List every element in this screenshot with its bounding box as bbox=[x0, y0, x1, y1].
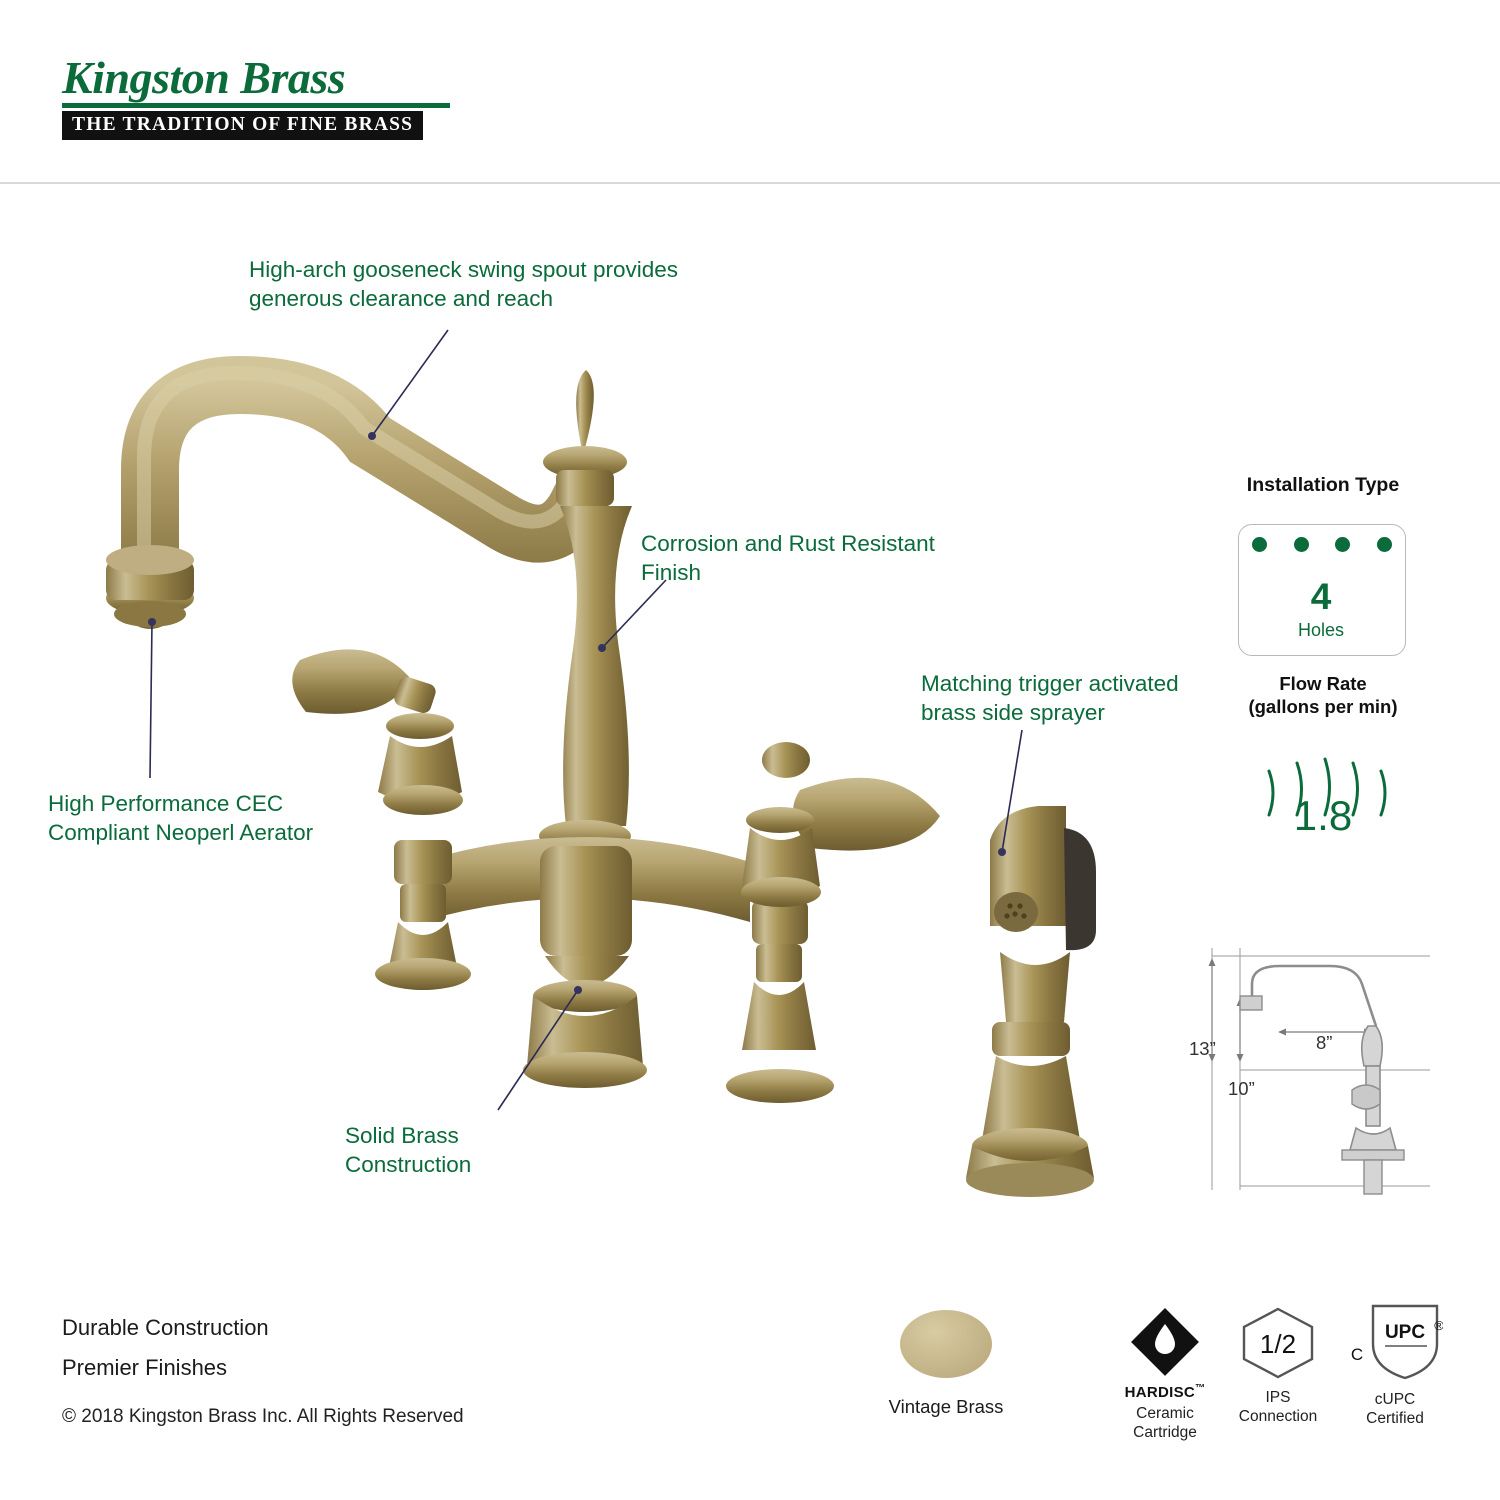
cupc-shield-icon bbox=[1347, 1300, 1443, 1382]
badge-hardisc bbox=[1110, 1306, 1220, 1442]
badge-ips bbox=[1228, 1306, 1328, 1426]
hole-indicator-row bbox=[1252, 535, 1392, 553]
brand-logo bbox=[62, 52, 602, 140]
finish-swatch-label: Vintage Brass bbox=[888, 1396, 1004, 1417]
flow-rate-value: 1.8 bbox=[1293, 792, 1353, 839]
dimension-diagram bbox=[1180, 940, 1450, 1230]
footer-durable-construction: Durable Construction bbox=[62, 1315, 269, 1340]
dimension-reach: 8” bbox=[1316, 1032, 1333, 1053]
dimension-height-spout: 10” bbox=[1228, 1078, 1255, 1099]
badge-cupc bbox=[1340, 1300, 1450, 1428]
brand-tagline: THE TRADITION OF FINE BRASS bbox=[62, 111, 423, 140]
callout-spout: High-arch gooseneck swing spout provides generous clearance and reach bbox=[249, 257, 678, 311]
footer-copyright: © 2018 Kingston Brass Inc. All Rights Reserved bbox=[62, 1406, 464, 1427]
hexagon-icon bbox=[1239, 1306, 1317, 1380]
header-divider bbox=[0, 182, 1500, 184]
flow-rate-title bbox=[1228, 672, 1418, 718]
svg-text:C: C bbox=[1350, 1345, 1364, 1364]
footer-premier-finishes: Premier Finishes bbox=[62, 1355, 228, 1380]
hardisc-wordmark: HARDISC™ bbox=[1124, 1383, 1206, 1401]
brand-name: Kingston Brass bbox=[62, 52, 346, 103]
hole-dot bbox=[1252, 537, 1267, 552]
svg-text:1/2: 1/2 bbox=[1259, 1329, 1297, 1359]
cupc-caption: cUPC Certified bbox=[1366, 1391, 1424, 1427]
hole-dot bbox=[1377, 537, 1392, 552]
svg-text:UPC: UPC bbox=[1384, 1322, 1426, 1343]
ips-caption: IPS Connection bbox=[1238, 1389, 1318, 1425]
logo-divider bbox=[62, 103, 450, 108]
installation-type-title: Installation Type bbox=[1246, 474, 1400, 496]
callout-sprayer: Matching trigger activated brass side sprayer bbox=[921, 671, 1179, 725]
hardisc-caption: Ceramic Cartridge bbox=[1133, 1405, 1197, 1441]
finish-swatch bbox=[900, 1310, 992, 1378]
flow-rate-subheading: (gallons per min) bbox=[1248, 696, 1398, 718]
hole-dot bbox=[1294, 537, 1309, 552]
callout-finish: Corrosion and Rust Resistant Finish bbox=[641, 531, 935, 585]
dimension-height-total: 13” bbox=[1189, 1038, 1216, 1059]
hole-dot bbox=[1335, 537, 1350, 552]
hole-count-label: Holes bbox=[1297, 620, 1345, 640]
flow-rate-heading: Flow Rate bbox=[1279, 673, 1367, 694]
callout-aerator: High Performance CEC Compliant Neoperl Aerator bbox=[48, 791, 314, 845]
svg-text:®: ® bbox=[1434, 1318, 1443, 1333]
callout-brass: Solid Brass Construction bbox=[345, 1123, 472, 1177]
hole-count-value: 4 bbox=[1310, 576, 1332, 617]
hardisc-diamond-icon bbox=[1129, 1306, 1201, 1378]
